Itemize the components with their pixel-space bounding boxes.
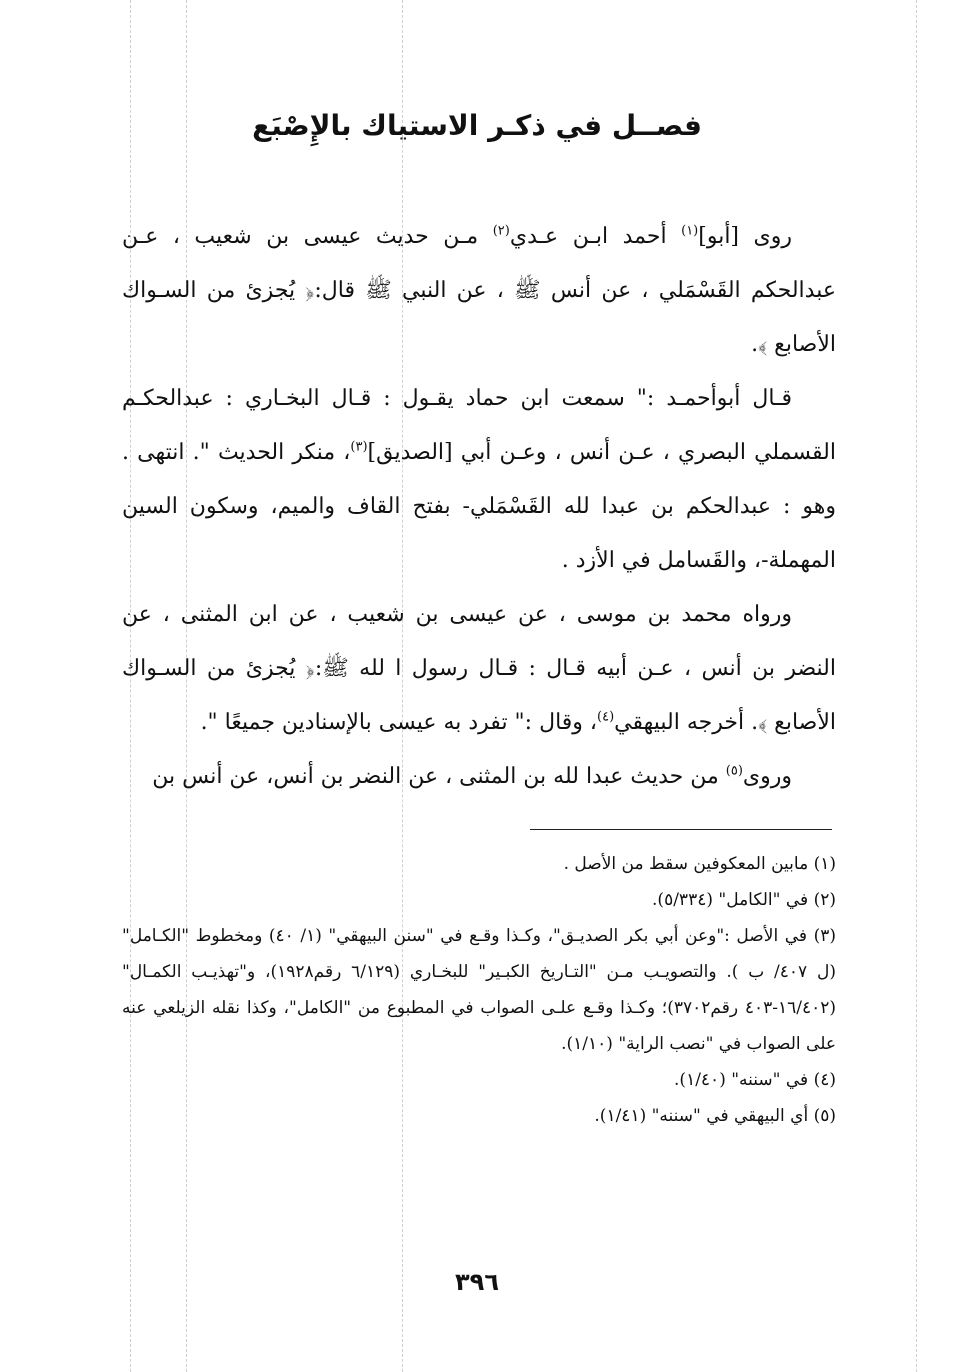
footnote-ref: (٥) (725, 763, 743, 779)
text-run: ، منكر الحديث ". انتهى . وهو : عبدالحكم بن عبدا لله القَسْمَلي- بفتح القاف والميم، وسكون السين المهملة-، والقَسامل في الأزد . (122, 440, 836, 573)
paragraph (122, 588, 836, 750)
footnote-ref: (٣) (350, 439, 368, 455)
footnote: (٣) في الأصل :"وعن أبي بكر الصديـق"، وكـذا وقـع في "سنن البيهقي" (١/ ٤٠) ومخطوط "الكـامل" (ل ٤٠٧/ ب ). والتصويـب مـن "التـاريخ الكبـير" للبخـاري (٦/١٢٩ رقم١٩٢٨)، و"تهذيـب الكمـال" (١٦/٤٠٢-٤٠٣ رقم٣٧٠٢)؛ وكـذا وقـع علـى الصواب في المطبوع من "الكامل"، وكذا نقله الزيلعي عنه على الصواب في "نصب الراية" (١/١٠). (122, 926, 837, 1054)
footnote: (٢) في "الكامل" (٥/٣٣٤). (652, 890, 836, 910)
main-text (122, 210, 836, 804)
text-run: روى [أبو] (698, 224, 792, 249)
paragraph (122, 372, 836, 588)
chapter-title: فصــل في ذكـر الاستياك بالإِصْبَع (252, 109, 702, 142)
paragraph (122, 210, 836, 372)
footnote: (٤) في "سننه" (١/٤٠). (674, 1070, 836, 1090)
text-run: ، وقال :" تفرد به عيسى بالإسنادين جميعًا ". (200, 710, 598, 735)
footnote: (١) مابين المعكوفين سقط من الأصل . (563, 854, 836, 874)
text-run: مـن حديث عيسى بن شعيب ، عـن عبدالحكم القَسْمَلي ، عن أنس ﷺ ، عن النبي ﷺ قال:﴿ يُجزئ من السـواك الأصابع ﴾. (122, 224, 836, 357)
text-run: وروى (742, 764, 792, 789)
footnote-separator (530, 829, 832, 830)
footnote-ref: (٢) (492, 223, 510, 239)
paragraph (122, 750, 836, 804)
text-run: قـال أبوأحمـد :" سمعت ابن حماد يقـول : قـال البخـاري : عبدالحكـم القسملي البصري ، عـن أنس ، وعـن أبي [الصديق] (122, 386, 836, 465)
text-run: من حديث عبدا لله بن المثنى ، عن النضر بن أنس، عن أنس بن (152, 764, 726, 789)
footnotes (122, 846, 836, 1134)
footnote: (٥) أي البيهقي في "سننه" (١/٤١). (594, 1106, 836, 1126)
scan-artifact-line (916, 0, 917, 1372)
footnote-ref: (١) (681, 223, 699, 239)
page-number: ٣٩٦ (455, 1268, 499, 1296)
text-run: ورواه محمد بن موسى ، عن عيسى بن شعيب ، عن ابن المثنى ، عن النضر بن أنس ، عـن أبيه قـال : قـال رسول ا لله ﷺ:﴿ يُجزئ من السـواك الأصابع ﴾. أخرجه البيهقي (122, 602, 836, 735)
text-run: أحمد ابـن عـدي (509, 224, 682, 249)
footnote-ref: (٤) (597, 709, 615, 725)
